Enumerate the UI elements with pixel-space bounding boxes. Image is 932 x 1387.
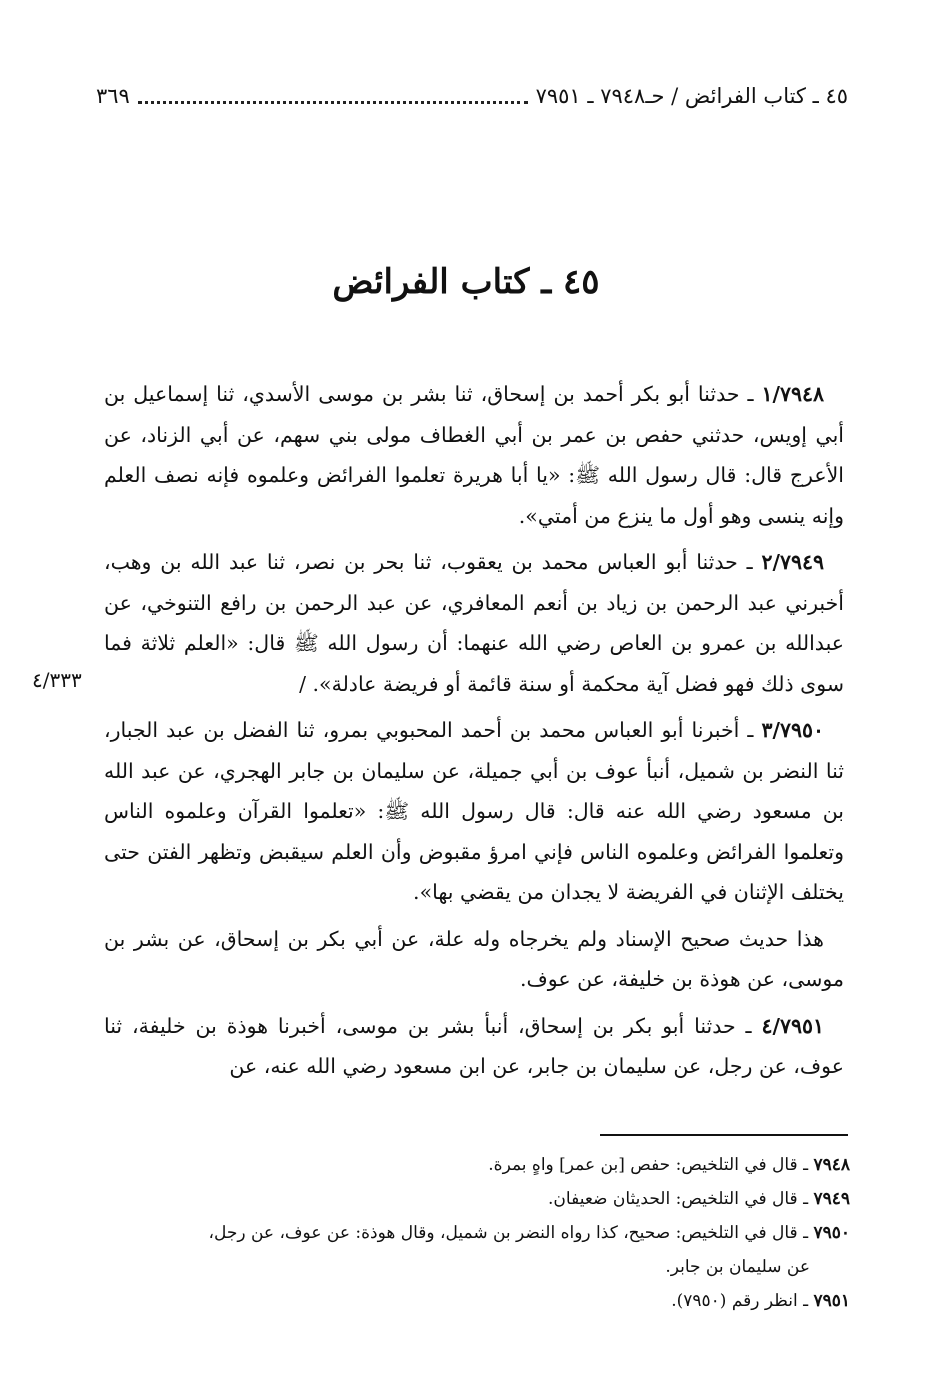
footnote	[104, 1182, 850, 1216]
hadith-number: ٣/٧٩٥٠	[761, 718, 824, 742]
footnote-number: ٧٩٥٠	[813, 1223, 850, 1243]
footnote-number: ٧٩٥١	[813, 1291, 850, 1311]
hadith-text: ـ حدثنا أبو العباس محمد بن يعقوب، ثنا بحر بن نصر، ثنا عبد الله بن وهب، أخبرني عبد الرحمن بن زياد بن أنعم المعافري، عن عبد الرحمن بن رافع التنوخي، عن عبدالله بن عمرو بن العاص رضي الله عنهما: أن رسول الله ﷺ قال: «العلم ثلاثة فما سوى ذلك فهو فضل آية محكمة أو سنة قائمة أو فريضة عادلة». /	[104, 550, 844, 696]
page-number: ٣٦٩	[96, 84, 130, 108]
hadith-text: ـ حدثنا أبو بكر أحمد بن إسحاق، ثنا بشر بن موسى الأسدي، ثنا إسماعيل بن أبي إويس، حدثني حفص بن عمر بن أبي الغطاف مولى بني سهم، عن أبي الزناد، عن الأعرج قال: قال رسول الله ﷺ: «يا أبا هريرة تعلموا الفرائض وعلموه فإنه نصف العلم وإنه ينسى وهو أول ما ينزع من أمتي».	[104, 382, 844, 528]
hadith-number: ١/٧٩٤٨	[761, 382, 824, 406]
footnote	[104, 1216, 850, 1250]
footnotes	[104, 1148, 850, 1318]
commentary-text: هذا حديث صحيح الإسناد ولم يخرجاه وله علة، عن أبي بكر بن إسحاق، عن بشر بن موسى، عن هوذة بن خليفة، عن عوف.	[104, 926, 844, 991]
running-header	[96, 78, 848, 114]
footnote-text: ـ قال في التلخيص: حفص [بن عمر] واهٍ بمرة.	[488, 1155, 814, 1175]
footnote-number: ٧٩٤٩	[813, 1189, 850, 1209]
main-text	[104, 374, 844, 1093]
footnote-continuation	[104, 1250, 850, 1284]
footnote-number: ٧٩٤٨	[813, 1155, 850, 1175]
footnote-text: ـ قال في التلخيص: الحديثان ضعيفان.	[548, 1189, 814, 1209]
hadith-text: ـ حدثنا أبو بكر بن إسحاق، أنبأ بشر بن موسى، أخبرنا هوذة بن خليفة، ثنا عوف، عن رجل، عن سليمان بن جابر، عن ابن مسعود رضي الله عنه، عن	[104, 1013, 844, 1078]
header-dotted-leader	[138, 101, 528, 104]
hadith-paragraph	[104, 710, 844, 913]
hadith-paragraph	[104, 542, 844, 704]
commentary-paragraph	[104, 919, 844, 1000]
footnote	[104, 1148, 850, 1182]
footnote-text: ـ قال في التلخيص: صحيح، كذا رواه النضر بن شميل، وقال هوذة: عن عوف، عن رجل،	[208, 1223, 814, 1243]
margin-reference: ٤/٣٣٣	[32, 668, 82, 692]
header-title: ٤٥ ـ كتاب الفرائض / حـ٧٩٤٨ ـ ٧٩٥١	[535, 84, 848, 108]
footnote-divider	[600, 1134, 848, 1136]
chapter-title: ٤٥ ـ كتاب الفرائض	[332, 262, 600, 302]
footnote-text: ـ انظر رقم (٧٩٥٠).	[671, 1291, 814, 1311]
hadith-paragraph	[104, 374, 844, 536]
hadith-number: ٢/٧٩٤٩	[761, 550, 824, 574]
footnote	[104, 1284, 850, 1318]
footnote-text: عن سليمان بن جابر.	[665, 1257, 810, 1277]
hadith-paragraph	[104, 1006, 844, 1087]
hadith-number: ٤/٧٩٥١	[761, 1013, 824, 1038]
hadith-text: ـ أخبرنا أبو العباس محمد بن أحمد المحبوبي بمرو، ثنا الفضل بن عبد الجبار، ثنا النضر بن شميل، أنبأ عوف بن أبي جميلة، عن سليمان بن جابر الهجري، عن عبد الله بن مسعود رضي الله عنه قال: قال رسول الله ﷺ: «تعلموا القرآن وعلموه الناس وتعلموا الفرائض وعلموه الناس فإني امرؤ مقبوض وأن العلم سيقبض وتظهر الفتن حتى يختلف الإثنان في الفريضة لا يجدان من يقضي بها».	[104, 718, 844, 904]
